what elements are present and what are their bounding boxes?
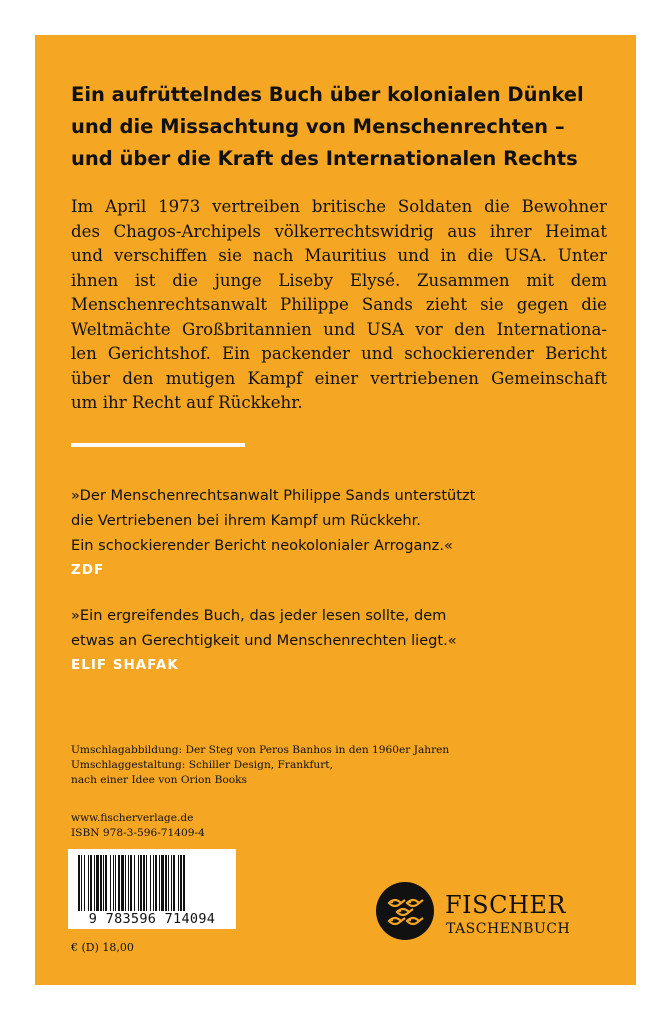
headline-line: und über die Kraft des Internationalen Rechts (71, 147, 578, 170)
publisher-website: www.fischerverlage.de (71, 812, 194, 824)
isbn-number: ISBN 978-3-596-71409-4 (71, 826, 205, 839)
quote-source: ELIF SHAFAK (71, 657, 179, 673)
blurb-line: Im April 1973 vertreiben britische Soldaten die Bewohner (71, 197, 607, 216)
back-cover (35, 35, 636, 985)
quote-line: »Der Menschenrechtsanwalt Philippe Sands unterstützt (71, 487, 476, 504)
quote-line: etwas an Gerechtigkeit und Menschenrechten liegt.« (71, 632, 457, 649)
blurb-line: um ihr Recht auf Rückkehr. (71, 393, 303, 412)
barcode-bars (68, 849, 236, 911)
blurb-line: Menschenrechtsanwalt Philippe Sands zieht sie gegen die (71, 295, 607, 314)
blurb-line: über den mutigen Kampf einer vertriebenen Gemeinschaft (71, 368, 607, 388)
review-quote-shafak (71, 603, 611, 678)
publisher-info (71, 811, 205, 841)
credit-line: nach einer Idee von Orion Books (71, 773, 247, 786)
headline-line: und die Missachtung von Menschenrechten – (71, 115, 565, 138)
publisher-logo (375, 875, 615, 955)
blurb-line: Weltmächte Großbritannien und USA vor den Internationa- (71, 319, 607, 339)
credit-line: Umschlaggestaltung: Schiller Design, Frankfurt, (71, 758, 333, 771)
blurb-line: und verschiffen sie nach Mauritius und in die USA. Unter (71, 246, 607, 265)
blurb-line: len Gerichtshof. Ein packender und schockierender Bericht (71, 344, 607, 363)
cover-credits (71, 743, 471, 787)
credit-line: Umschlagabbildung: Der Steg von Peros Banhos in den 1960er Jahren (71, 744, 450, 756)
fischer-logo-icon (375, 881, 435, 941)
divider (71, 443, 245, 447)
blurb-line: ihnen ist die junge Liseby Elysé. Zusammen mit dem (71, 270, 607, 290)
blurb-text (71, 195, 607, 416)
quote-line: Ein schockierender Bericht neokolonialer Arroganz.« (71, 537, 453, 554)
logo-name-taschenbuch: TASCHENBUCH (446, 921, 571, 937)
quote-line: die Vertriebenen bei ihrem Kampf um Rückkehr. (71, 512, 421, 529)
review-quote-zdf (71, 483, 611, 583)
quote-line: »Ein ergreifendes Buch, das jeder lesen sollte, dem (71, 607, 447, 624)
barcode-digits: 9 783596 714094 (88, 911, 216, 927)
quote-source: ZDF (71, 562, 105, 578)
barcode (68, 849, 236, 929)
logo-name-fischer: FISCHER (445, 891, 566, 919)
headline-line: Ein aufrüttelndes Buch über kolonialen Dünkel (71, 83, 584, 106)
blurb-line: des Chagos-Archipels völkerrechtswidrig aus ihrer Heimat (71, 221, 607, 241)
headline (71, 79, 611, 175)
price: € (D) 18,00 (71, 941, 134, 954)
